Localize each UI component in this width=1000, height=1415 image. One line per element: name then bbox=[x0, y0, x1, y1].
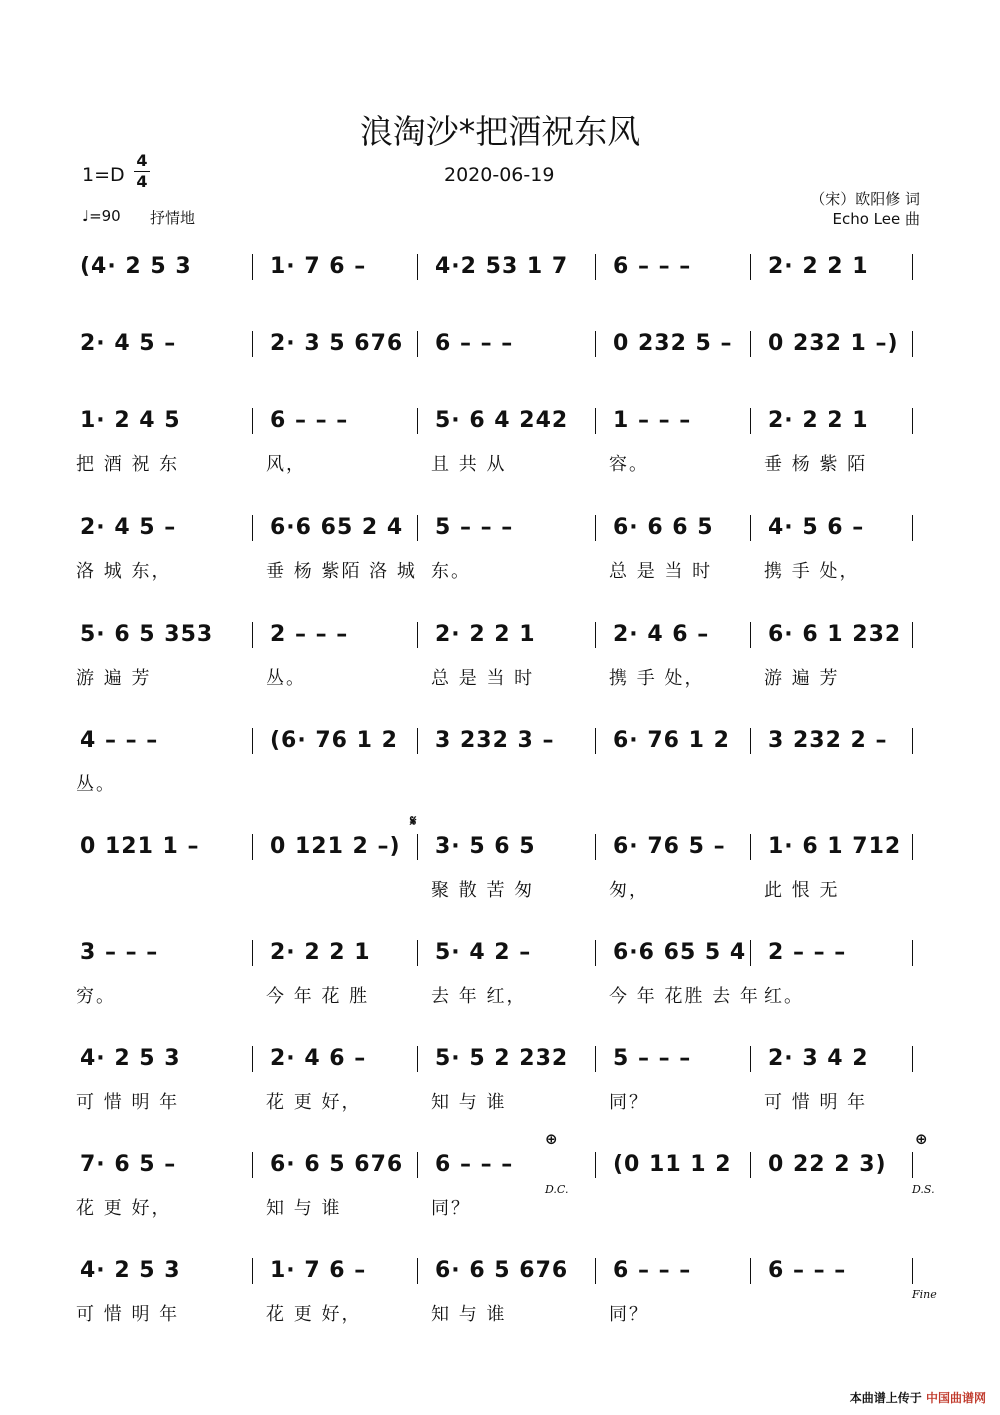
measure: 2· 3 5 676 bbox=[270, 331, 404, 356]
measure: (6· 76 1 2 bbox=[270, 728, 398, 753]
lyric-phrase: 垂 杨 紫陌 洛 城 bbox=[266, 561, 417, 582]
bar-line bbox=[252, 728, 253, 754]
bar-line bbox=[750, 254, 751, 280]
lyric-phrase: 可 惜 明 年 bbox=[76, 1304, 180, 1325]
bar-line bbox=[417, 1046, 418, 1072]
bar-line bbox=[252, 622, 253, 648]
bar-line bbox=[252, 331, 253, 357]
bar-line bbox=[252, 834, 253, 860]
measure: 6 – – – bbox=[435, 331, 514, 356]
measure: (4· 2 5 3 bbox=[80, 254, 192, 279]
bar-line bbox=[750, 940, 751, 966]
bar-line bbox=[750, 1152, 751, 1178]
fine-marking: Fine bbox=[912, 1288, 937, 1301]
lyric-phrase: 且 共 从 bbox=[431, 454, 507, 475]
lyric-phrase: 容。 bbox=[609, 454, 649, 475]
measure: 2· 4 6 – bbox=[270, 1046, 367, 1071]
measure: 1· 7 6 – bbox=[270, 1258, 367, 1283]
footer-text: 本曲谱上传于 bbox=[849, 1391, 922, 1405]
bar-line bbox=[912, 622, 913, 648]
bar-line bbox=[595, 940, 596, 966]
tempo-marking: ♩=90 bbox=[82, 207, 121, 225]
bar-line bbox=[417, 331, 418, 357]
lyric-phrase: 同？ bbox=[609, 1092, 649, 1113]
measure: 2· 2 2 1 bbox=[768, 254, 869, 279]
bar-line bbox=[252, 254, 253, 280]
bar-line bbox=[595, 1152, 596, 1178]
measure: 5· 5 2 232 bbox=[435, 1046, 569, 1071]
measure: 6 – – – bbox=[613, 1258, 692, 1283]
lyric-phrase: 今 年 花胜 去 年 bbox=[609, 986, 760, 1007]
lyric-phrase: 知 与 谁 bbox=[266, 1198, 342, 1219]
bar-line bbox=[252, 940, 253, 966]
measure: 6 – – – bbox=[270, 408, 349, 433]
notes-line bbox=[76, 1256, 926, 1286]
measure: 6·6 65 2 4 bbox=[270, 515, 404, 540]
notes-line bbox=[76, 832, 926, 862]
coda-sign-2: ⊕ bbox=[915, 1130, 928, 1148]
measure: 4· 5 6 – bbox=[768, 515, 865, 540]
bar-line bbox=[417, 834, 418, 860]
coda-sign-1: ⊕ bbox=[545, 1130, 558, 1148]
lyric-phrase: 携 手 处， bbox=[609, 668, 705, 689]
measure: 2· 4 5 – bbox=[80, 515, 177, 540]
bar-line bbox=[252, 1152, 253, 1178]
measure: 4· 2 5 3 bbox=[80, 1046, 181, 1071]
measure: 3 – – – bbox=[80, 940, 159, 965]
measure: 2· 2 2 1 bbox=[270, 940, 371, 965]
bar-line bbox=[595, 1258, 596, 1284]
measure: 6· 76 1 2 bbox=[613, 728, 730, 753]
lyric-phrase: 知 与 谁 bbox=[431, 1092, 507, 1113]
measure: 4 – – – bbox=[80, 728, 159, 753]
bar-line bbox=[912, 408, 913, 434]
measure: 6· 6 5 676 bbox=[435, 1258, 569, 1283]
bar-line bbox=[252, 1046, 253, 1072]
measure: 5· 6 5 353 bbox=[80, 622, 214, 647]
measure: 4·2 53 1 7 bbox=[435, 254, 569, 279]
bar-line bbox=[912, 1152, 913, 1178]
lyric-phrase: 知 与 谁 bbox=[431, 1304, 507, 1325]
measure: 4· 2 5 3 bbox=[80, 1258, 181, 1283]
bar-line bbox=[595, 408, 596, 434]
bar-line bbox=[417, 728, 418, 754]
bar-line bbox=[750, 1046, 751, 1072]
bar-line bbox=[417, 940, 418, 966]
bar-line bbox=[417, 1258, 418, 1284]
notes-line bbox=[76, 329, 926, 359]
notes-line bbox=[76, 1150, 926, 1180]
bar-line bbox=[417, 1152, 418, 1178]
lyric-phrase: 可 惜 明 年 bbox=[764, 1092, 868, 1113]
measure: 6 – – – bbox=[435, 1152, 514, 1177]
bar-line bbox=[595, 331, 596, 357]
bar-line bbox=[912, 940, 913, 966]
measure: 1 – – – bbox=[613, 408, 692, 433]
measure: 2 – – – bbox=[768, 940, 847, 965]
bar-line bbox=[750, 834, 751, 860]
lyric-phrase: 去 年 红， bbox=[431, 986, 527, 1007]
notes-line bbox=[76, 726, 926, 756]
bar-line bbox=[417, 408, 418, 434]
measure: 0 121 1 – bbox=[80, 834, 200, 859]
lyric-phrase: 同？ bbox=[609, 1304, 649, 1325]
measure: 7· 6 5 – bbox=[80, 1152, 177, 1177]
notes-line bbox=[76, 513, 926, 543]
lyric-phrase: 可 惜 明 年 bbox=[76, 1092, 180, 1113]
bar-line bbox=[912, 1046, 913, 1072]
measure: 2· 4 6 – bbox=[613, 622, 710, 647]
bar-line bbox=[912, 515, 913, 541]
bar-line bbox=[912, 1258, 913, 1284]
measure: 6 – – – bbox=[768, 1258, 847, 1283]
measure: 0 232 1 –) bbox=[768, 331, 899, 356]
bar-line bbox=[750, 515, 751, 541]
lyric-phrase: 同？ bbox=[431, 1198, 471, 1219]
lyric-phrase: 游 遍 芳 bbox=[76, 668, 152, 689]
lyric-phrase: 穷。 bbox=[76, 986, 116, 1007]
measure: 2· 3 4 2 bbox=[768, 1046, 869, 1071]
bar-line bbox=[417, 515, 418, 541]
lyric-phrase: 今 年 花 胜 bbox=[266, 986, 370, 1007]
measure: 2 – – – bbox=[270, 622, 349, 647]
lyric-phrase: 此 恨 无 bbox=[764, 880, 840, 901]
bar-line bbox=[912, 254, 913, 280]
notes-line bbox=[76, 406, 926, 436]
lyric-phrase: 风， bbox=[266, 454, 306, 475]
lyric-phrase: 丛。 bbox=[76, 774, 116, 795]
lyric-phrase: 花 更 好， bbox=[266, 1304, 362, 1325]
key-signature: 1=D bbox=[82, 164, 125, 186]
measure: 6· 6 6 5 bbox=[613, 515, 714, 540]
bar-line bbox=[595, 1046, 596, 1072]
measure: 6·6 65 5 4 bbox=[613, 940, 747, 965]
measure: 6 – – – bbox=[613, 254, 692, 279]
bar-line bbox=[252, 1258, 253, 1284]
bar-line bbox=[750, 1258, 751, 1284]
bar-line bbox=[252, 515, 253, 541]
lyric-phrase: 携 手 处， bbox=[764, 561, 860, 582]
bar-line bbox=[417, 254, 418, 280]
bar-line bbox=[750, 622, 751, 648]
measure: 0 121 2 –) bbox=[270, 834, 401, 859]
lyric-phrase: 总 是 当 时 bbox=[609, 561, 713, 582]
notes-line bbox=[76, 1044, 926, 1074]
measure: 0 22 2 3) bbox=[768, 1152, 887, 1177]
notes-line bbox=[76, 620, 926, 650]
bar-line bbox=[595, 254, 596, 280]
site-logo: 中国曲谱网 bbox=[925, 1391, 986, 1405]
measure: 1· 2 4 5 bbox=[80, 408, 181, 433]
lyric-phrase: 把 酒 祝 东 bbox=[76, 454, 180, 475]
bar-line bbox=[595, 622, 596, 648]
measure: 5 – – – bbox=[435, 515, 514, 540]
measure: 2· 2 2 1 bbox=[768, 408, 869, 433]
bar-line bbox=[912, 331, 913, 357]
dc-marking: D.C. bbox=[545, 1183, 569, 1196]
mood-marking: 抒情地 bbox=[150, 209, 196, 227]
measure: 2· 2 2 1 bbox=[435, 622, 536, 647]
measure: 5· 4 2 – bbox=[435, 940, 532, 965]
notes-line bbox=[76, 938, 926, 968]
measure: 1· 7 6 – bbox=[270, 254, 367, 279]
lyric-phrase: 花 更 好， bbox=[266, 1092, 362, 1113]
time-signature-top: 4 bbox=[136, 151, 148, 170]
page-title: 浪淘沙*把酒祝东风 bbox=[359, 112, 641, 151]
footer bbox=[850, 1389, 986, 1406]
segno-sign: 𝄋 bbox=[410, 812, 417, 830]
ds-marking: D.S. bbox=[912, 1183, 935, 1196]
measure: 3· 5 6 5 bbox=[435, 834, 536, 859]
bar-line bbox=[417, 622, 418, 648]
measure: 5· 6 4 242 bbox=[435, 408, 569, 433]
measure: 0 232 5 – bbox=[613, 331, 733, 356]
measure: 6· 6 1 232 bbox=[768, 622, 902, 647]
lyricist: （宋）欧阳修 词 bbox=[810, 190, 920, 208]
lyric-phrase: 东。 bbox=[431, 561, 471, 582]
lyric-phrase: 游 遍 芳 bbox=[764, 668, 840, 689]
bar-line bbox=[595, 728, 596, 754]
measure: 3 232 2 – bbox=[768, 728, 888, 753]
lyric-phrase: 花 更 好， bbox=[76, 1198, 172, 1219]
bar-line bbox=[750, 408, 751, 434]
lyric-phrase: 丛。 bbox=[266, 668, 306, 689]
bar-line bbox=[595, 515, 596, 541]
measure: 6· 76 5 – bbox=[613, 834, 726, 859]
bar-line bbox=[252, 408, 253, 434]
lyric-phrase: 匆， bbox=[609, 880, 649, 901]
measure: 6· 6 5 676 bbox=[270, 1152, 404, 1177]
bar-line bbox=[750, 331, 751, 357]
date: 2020-06-19 bbox=[444, 164, 555, 186]
lyric-phrase: 洛 城 东， bbox=[76, 561, 172, 582]
bar-line bbox=[912, 834, 913, 860]
time-signature-bottom: 4 bbox=[136, 172, 148, 191]
bar-line bbox=[912, 728, 913, 754]
notes-line bbox=[76, 252, 926, 282]
bar-line bbox=[595, 834, 596, 860]
lyric-phrase: 红。 bbox=[764, 986, 804, 1007]
lyric-phrase: 总 是 当 时 bbox=[431, 668, 535, 689]
measure: 5 – – – bbox=[613, 1046, 692, 1071]
bar-line bbox=[750, 728, 751, 754]
measure: (0 11 1 2 bbox=[613, 1152, 732, 1177]
measure: 1· 6 1 712 bbox=[768, 834, 902, 859]
time-signature bbox=[134, 152, 150, 191]
lyric-phrase: 垂 杨 紫 陌 bbox=[764, 454, 868, 475]
lyric-phrase: 聚 散 苦 匆 bbox=[431, 880, 535, 901]
composer: Echo Lee 曲 bbox=[832, 210, 920, 228]
measure: 2· 4 5 – bbox=[80, 331, 177, 356]
measure: 3 232 3 – bbox=[435, 728, 555, 753]
